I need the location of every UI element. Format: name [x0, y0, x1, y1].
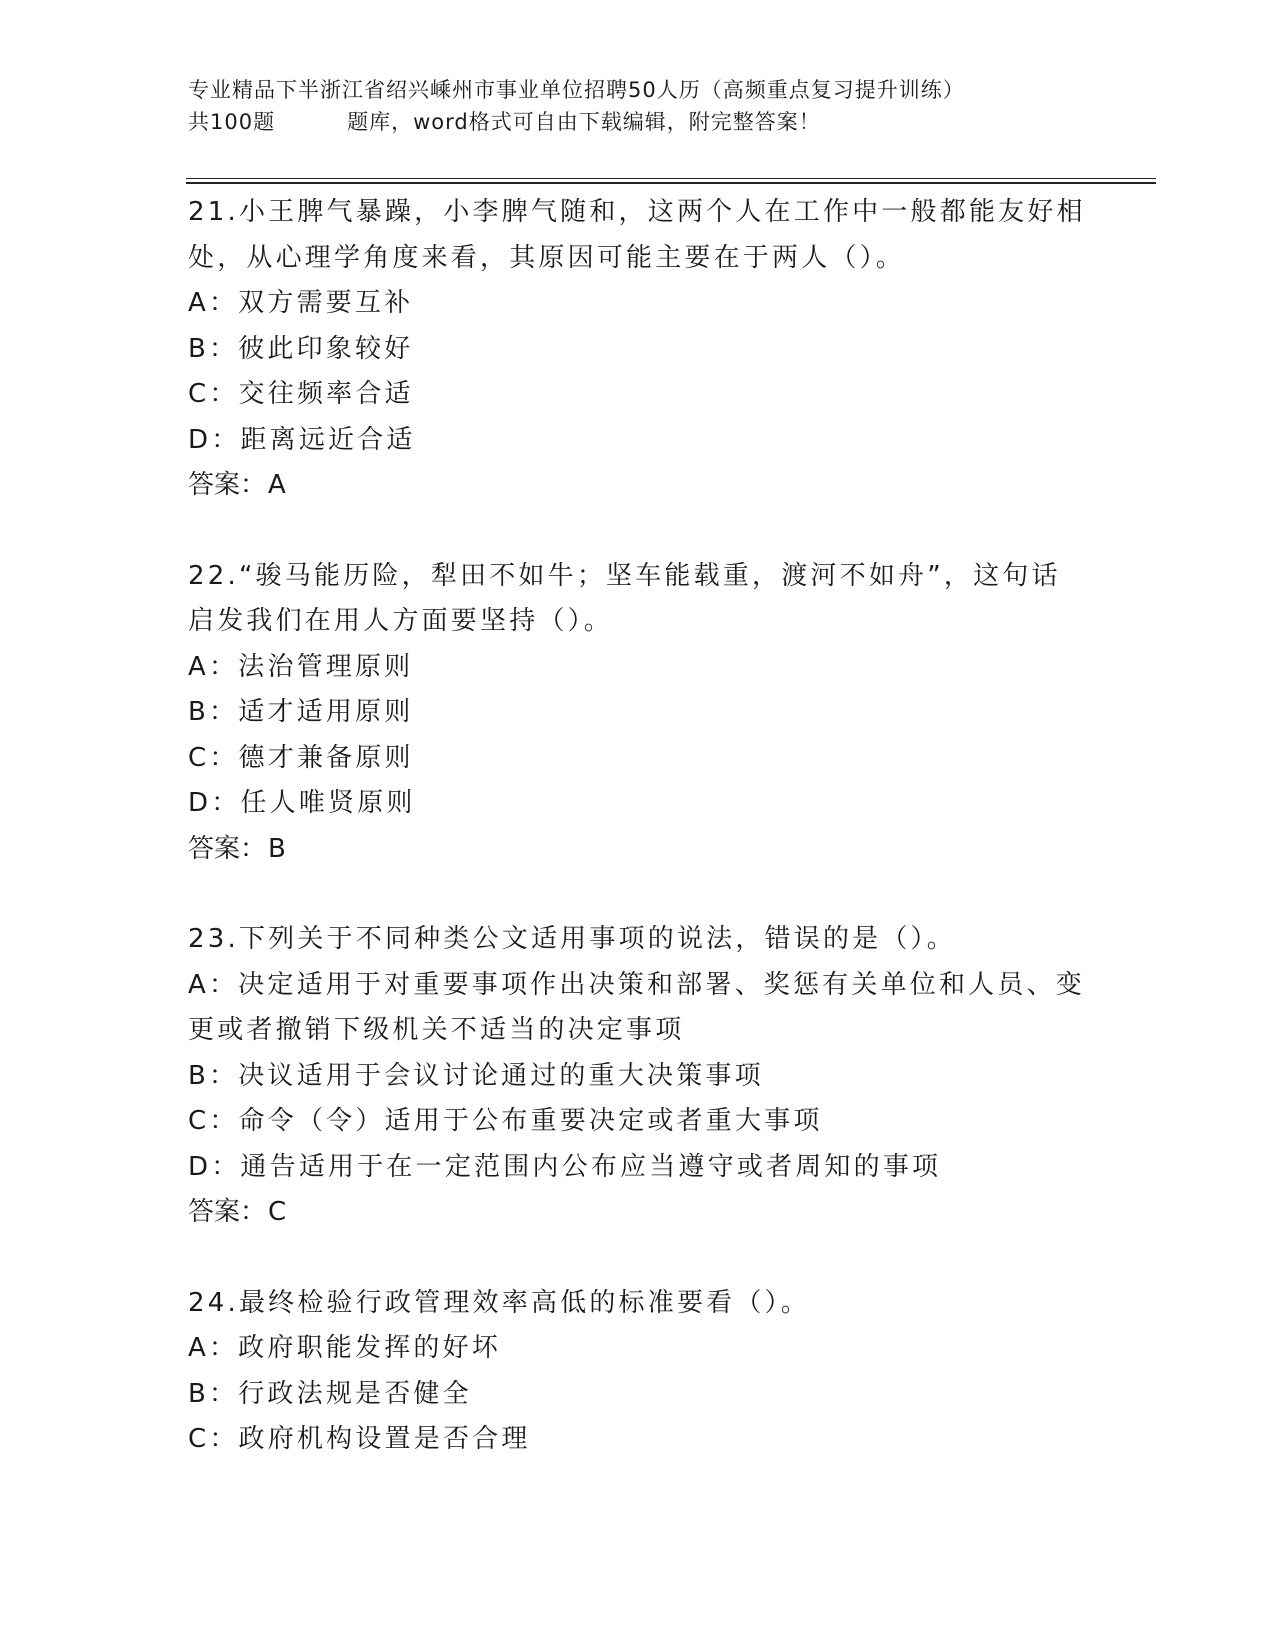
answer-line: [188, 463, 1088, 509]
answer-value: A: [268, 470, 286, 500]
option-line: A：政府职能发挥的好坏: [188, 1333, 501, 1363]
question-list: [188, 190, 1088, 1463]
question-stem-line: 23.下列关于不同种类公文适用事项的说法，错误的是（）。: [188, 924, 956, 954]
question-block: [188, 554, 1088, 873]
option-line: B：适才适用原则: [188, 697, 414, 727]
option-line: A：法治管理原则: [188, 651, 414, 682]
document-header: [188, 74, 1088, 138]
answer-value: C: [268, 1197, 287, 1227]
option-line: C：命令（令）适用于公布重要决定或者重大事项: [188, 1106, 823, 1136]
question-stem-line: 22.“骏马能历险，犁田不如牛；坚车能载重，渡河不如舟”，这句话: [188, 560, 1061, 591]
option-line: B：彼此印象较好: [188, 333, 414, 364]
option-line: C：交往频率合适: [188, 379, 414, 409]
header-question-count: 共100题: [188, 110, 276, 134]
answer-label: 答案：: [188, 833, 267, 864]
answer-line: [188, 1190, 1088, 1236]
option-line: D：通告适用于在一定范围内公布应当遵守或者周知的事项: [188, 1151, 942, 1182]
option-line: A：双方需要互补: [188, 288, 414, 318]
option-line: 更或者撤销下级机关不适当的决定事项: [188, 1015, 685, 1045]
header-title: 专业精品下半浙江省绍兴嵊州市事业单位招聘50人历（高频重点复习提升训练）: [188, 78, 965, 102]
option-line: D：距离远近合适: [188, 424, 416, 455]
question-stem-line: 启发我们在用人方面要坚持（）。: [188, 606, 614, 636]
question-block: [188, 917, 1088, 1236]
header-divider-thick: [186, 182, 1156, 184]
question-stem-line: 21.小王脾气暴躁，小李脾气随和，这两个人在工作中一般都能友好相: [188, 197, 1086, 227]
option-line: A：决定适用于对重要事项作出决策和部署、奖惩有关单位和人员、变: [188, 969, 1085, 1000]
answer-label: 答案：: [188, 470, 267, 500]
option-line: B：决议适用于会议讨论通过的重大决策事项: [188, 1060, 764, 1091]
answer-line: [188, 827, 1088, 873]
header-subtitle: [188, 106, 1088, 138]
question-stem-line: 24.最终检验行政管理效率高低的标准要看（）。: [188, 1287, 810, 1318]
option-line: C：政府机构设置是否合理: [188, 1424, 531, 1454]
question-block: [188, 1281, 1088, 1463]
header-description: 题库，word格式可自由下载编辑，附完整答案！: [347, 110, 821, 134]
option-line: B：行政法规是否健全: [188, 1378, 472, 1409]
option-line: C：德才兼备原则: [188, 742, 414, 773]
option-line: D：任人唯贤原则: [188, 788, 416, 818]
answer-label: 答案：: [188, 1197, 267, 1227]
header-divider-thin: [186, 178, 1156, 179]
question-stem-line: 处，从心理学角度来看，其原因可能主要在于两人（）。: [188, 242, 906, 273]
question-block: [188, 190, 1088, 509]
answer-value: B: [268, 833, 286, 864]
